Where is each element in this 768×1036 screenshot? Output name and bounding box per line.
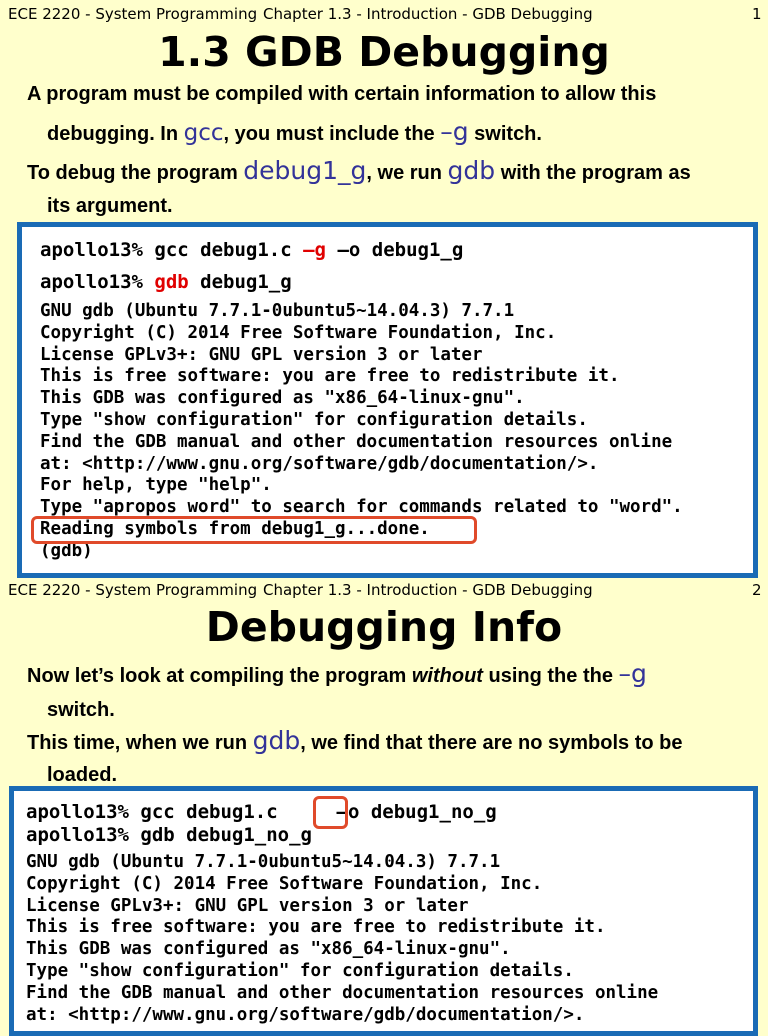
terminal-line: This is free software: you are free to redistribute it. <box>26 917 606 938</box>
page-number: 1 <box>752 5 762 23</box>
course-label: ECE 2220 - System Programming <box>8 5 258 23</box>
terminal-line: Copyright (C) 2014 Free Software Foundation, Inc. <box>40 322 557 343</box>
slide2-title: Debugging Info <box>205 603 563 651</box>
program-name-keyword: debug1_g <box>243 156 367 185</box>
slide1-paragraph-2: To debug the program debug1_g, we run gdb with the program as its argument. <box>27 156 691 217</box>
terminal-line: Type "show configuration" for configuration details. <box>26 960 574 981</box>
slide1-header <box>0 0 768 26</box>
terminal-line: at: <http://www.gnu.org/software/gdb/documentation/>. <box>40 453 599 474</box>
terminal-command-compile: apollo13% gcc debug1.c –g –o debug1_g <box>40 239 464 261</box>
terminal-line: GNU gdb (Ubuntu 7.7.1-0ubuntu5~14.04.3) 7.7.1 <box>40 301 515 321</box>
terminal-line: This GDB was configured as "x86_64-linux-gnu". <box>40 388 525 409</box>
gcc-keyword: gcc <box>183 120 224 146</box>
terminal-line: Find the GDB manual and other documentation resources online <box>26 982 659 1003</box>
terminal-command-gdb: apollo13% gdb debug1_g <box>40 271 292 293</box>
terminal-line: (gdb) <box>40 540 93 561</box>
g-flag: –g <box>303 239 326 261</box>
terminal-line: License GPLv3+: GNU GPL version 3 or later <box>40 344 483 365</box>
missing-flag-highlight-box <box>313 796 348 829</box>
terminal-line: GNU gdb (Ubuntu 7.7.1-0ubuntu5~14.04.3) 7.7.1 <box>26 852 501 872</box>
terminal-line: This GDB was configured as "x86_64-linux-gnu". <box>26 939 511 960</box>
terminal-line: Type "show configuration" for configuration details. <box>40 409 588 430</box>
slide2-paragraph-2: This time, when we run gdb, we find that there are no symbols to be loaded. <box>27 726 683 786</box>
terminal-line: Find the GDB manual and other documentation resources online <box>40 431 673 452</box>
slide1-paragraph-1: A program must be compiled with certain information to allow this debugging. In gcc, you must include the –g switch. <box>27 83 657 146</box>
terminal-line: at: <http://www.gnu.org/software/gdb/documentation/>. <box>26 1004 585 1025</box>
gdb-keyword: gdb <box>252 726 301 755</box>
slide1-terminal <box>17 222 758 578</box>
highlight-box <box>31 516 477 544</box>
chapter-label: Chapter 1.3 - Introduction - GDB Debugging <box>263 5 593 23</box>
gdb-keyword: gdb <box>447 156 496 185</box>
chapter-label: Chapter 1.3 - Introduction - GDB Debugging <box>263 581 593 599</box>
terminal-line: This is free software: you are free to redistribute it. <box>40 366 620 387</box>
page-number: 2 <box>752 581 762 599</box>
terminal-line: Type "apropos word" to search for commands related to "word". <box>40 497 683 518</box>
g-flag-keyword: –g <box>618 659 647 688</box>
terminal-line: License GPLv3+: GNU GPL version 3 or later <box>26 895 469 916</box>
terminal-output <box>26 852 658 1026</box>
gdb-command: gdb <box>154 271 189 293</box>
g-flag-keyword: –g <box>440 117 469 146</box>
slide2-terminal <box>9 786 758 1036</box>
terminal-command-gdb: apollo13% gdb debug1_no_g <box>26 824 312 846</box>
terminal-command-compile: apollo13% gcc debug1.c –o debug1_no_g <box>26 801 497 823</box>
terminal-line: For help, type "help". <box>40 475 272 496</box>
slide2-paragraph-1: Now let’s look at compiling the program without using the the –g switch. <box>27 659 647 721</box>
course-label: ECE 2220 - System Programming <box>8 581 258 599</box>
slide1-title: 1.3 GDB Debugging <box>158 28 610 76</box>
terminal-line: Copyright (C) 2014 Free Software Foundation, Inc. <box>26 873 543 894</box>
terminal-line: Reading symbols from debug1_g...done. <box>40 518 430 539</box>
slide2-header <box>0 576 768 602</box>
